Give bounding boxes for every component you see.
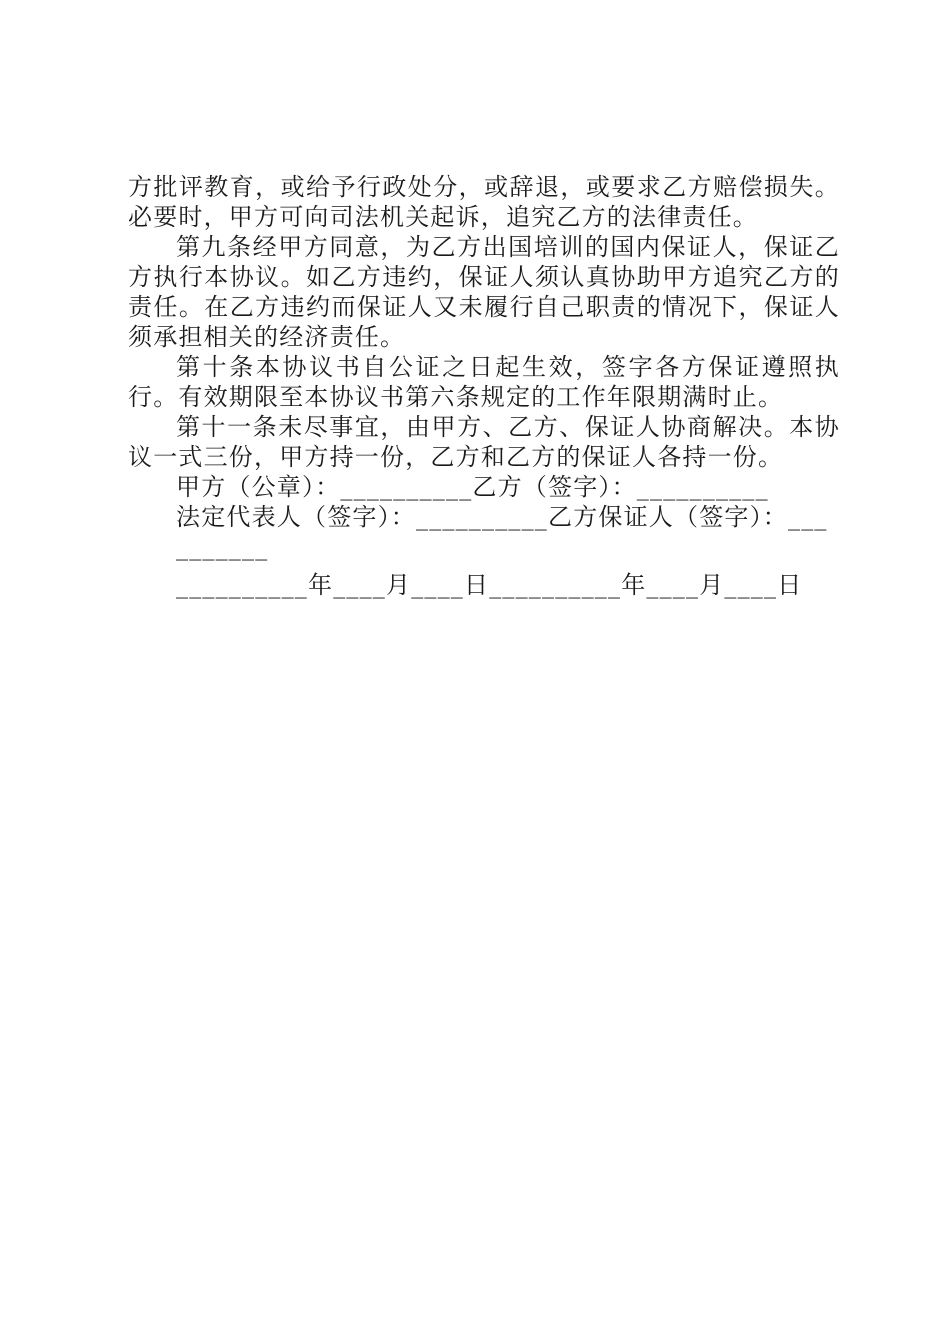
- paragraph-article-10: 第十条本协议书自公证之日起生效，签字各方保证遵照执行。有效期限至本协议书第六条规定的工作年限期满时止。: [128, 353, 840, 411]
- signature-line-representatives: 法定代表人（签字）：__________乙方保证人（签字）：__________: [176, 503, 828, 561]
- paragraph-penalty-clause: 方批评教育，或给予行政处分，或辞退，或要求乙方赔偿损失。必要时，甲方可向司法机关起诉，追究乙方的法律责任。: [128, 173, 840, 231]
- document-body: [128, 172, 840, 600]
- signature-date-line: __________年____月____日__________年____月____日: [176, 571, 803, 599]
- signature-line-parties: 甲方（公章）：__________乙方（签字）：__________: [176, 473, 769, 501]
- paragraph-article-9: 第九条经甲方同意，为乙方出国培训的国内保证人，保证乙方执行本协议。如乙方违约，保证人须认真协助甲方追究乙方的责任。在乙方违约而保证人又未履行自己职责的情况下，保证人须承担相关的经济责任。: [128, 233, 840, 351]
- paragraph-article-11: 第十一条未尽事宜，由甲方、乙方、保证人协商解决。本协议一式三份，甲方持一份，乙方和乙方的保证人各持一份。: [128, 413, 840, 471]
